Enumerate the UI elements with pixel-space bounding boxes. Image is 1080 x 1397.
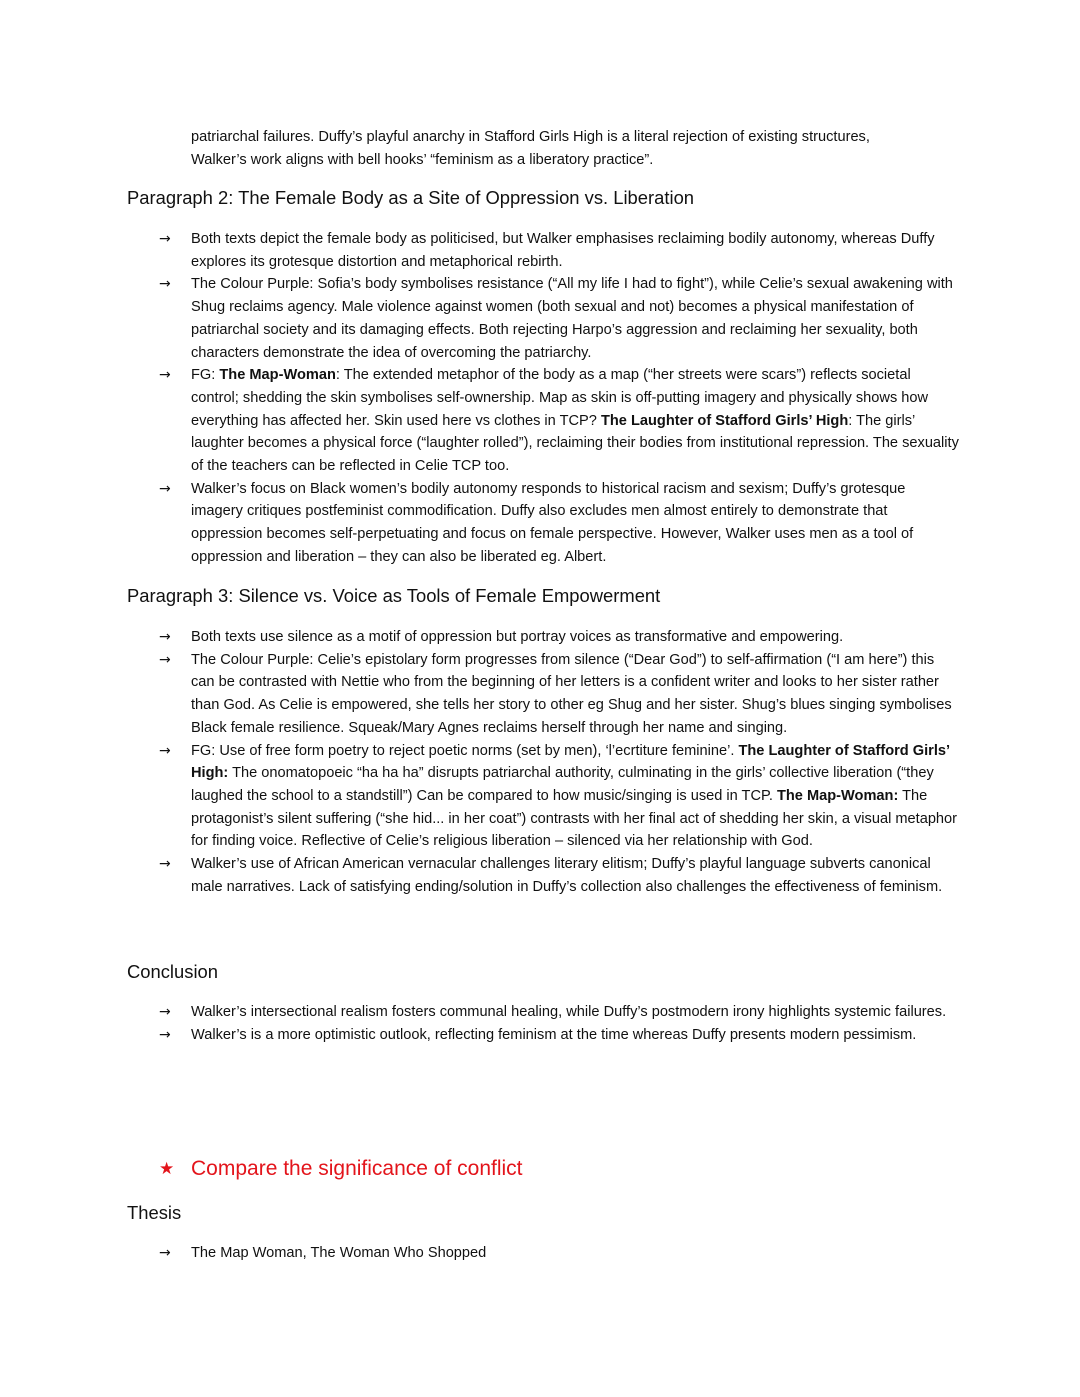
thesis-list (0, 1242, 1080, 1265)
poem-title: The Laughter of Stafford Girls’ High (600, 412, 849, 429)
arrow-right-icon: → (159, 651, 171, 668)
list-item (0, 478, 961, 569)
arrow-right-icon: → (159, 231, 171, 247)
poem-title: The Map-Woman (219, 367, 336, 384)
list-item (0, 626, 961, 649)
bullet-text: Both texts depict the female body as politicised, but Walker emphasises reclaiming bodily autonomy, whereas Duffy explores its grotesque distortion and metaphorical rebirth. (191, 231, 935, 270)
arrow-right-icon: → (159, 1004, 171, 1020)
conclusion-heading: Conclusion (127, 961, 218, 982)
question-heading (159, 1155, 523, 1183)
arrow-right-icon: → (159, 856, 171, 873)
intro-line-1: patriarchal failures. Duffy’s playful anarchy in Stafford Girls High is a literal rejection of existing structures, (191, 129, 870, 145)
list-item (0, 273, 961, 364)
arrow-right-icon: → (159, 629, 171, 645)
bullet-text: Walker’s use of African American vernacular challenges literary elitism; Duffy’s playful language subverts canonical male narratives. Lack of satisfying ending/solution in Duffy’s collection also challenges the effectiveness of feminism. (191, 856, 943, 895)
bullet-text: The protagonist’s silent suffering (“she hid... in her coat”) contrasts with her final act of shedding her skin, a visual metaphor for finding voice. Reflective of Celie’s religious liberation – silenced via her relationship with God. (191, 787, 958, 850)
arrow-right-icon: → (159, 276, 171, 293)
list-item (0, 228, 961, 273)
list-item (0, 1242, 961, 1265)
bullet-text: The onomatopoeic “ha ha ha” disrupts patriarchal authority, culminating in the girls’ collective liberation (“they laughed the school to a standstill”) Can be compared to how music/singing is used in TCP. (191, 765, 934, 804)
arrow-right-icon: → (159, 1026, 171, 1043)
conclusion-list (0, 1001, 1080, 1046)
arrow-right-icon: → (159, 367, 171, 384)
bullet-text: The Map Woman, The Woman Who Shopped (191, 1245, 487, 1261)
intro-paragraph (191, 126, 961, 171)
bullet-text: : The extended metaphor of the body as a map (“her streets were scars”) reflects societal control; shedding the skin symbolises self-ownership. Map as skin is off-putting imagery and physically shows how everything has affected her. Skin used here vs clothes in TCP? (191, 367, 929, 429)
arrow-right-icon: → (159, 742, 171, 759)
poem-title: The Laughter of Stafford Girls’ High: (191, 742, 950, 782)
paragraph-3-heading: Paragraph 3: Silence vs. Voice as Tools of Female Empowerment (127, 585, 661, 606)
list-item (0, 853, 961, 898)
arrow-right-icon: → (159, 1245, 171, 1261)
bullet-text: Walker’s focus on Black women’s bodily autonomy responds to historical racism and sexism; Duffy’s grotesque imagery critiques postfeminist commodification. Duffy also excludes men almost entirely to demonstrate that oppression becomes self-perpetuating and focus on female perspective. However, Walker uses men as a tool of oppression and liberation – they can also be liberated eg. Albert. (191, 480, 914, 565)
bullet-text: The Colour Purple: Sofia’s body symbolises resistance (“All my life I had to fight”), while Celie’s sexual awakening with Shug reclaims agency. Male violence against women (both sexual and not) becomes a physical manifestation of patriarchal society and its damaging effects. Both rejecting Harpo’s aggression and reclaiming her sexuality, both characters demonstrate the idea of overcoming the patriarchy. (191, 276, 953, 361)
paragraph-3-list (0, 626, 1080, 898)
thesis-heading: Thesis (127, 1202, 182, 1223)
bullet-text: Walker’s is a more optimistic outlook, reflecting feminism at the time whereas Duffy presents modern pessimism. (191, 1026, 917, 1043)
list-item (0, 740, 961, 854)
star-icon: ★ (159, 1159, 175, 1179)
bullet-text: The Colour Purple: Celie’s epistolary form progresses from silence (“Dear God”) to self-affirmation (“I am here”) this can be contrasted with Nettie who from the beginning of her letters is a confident writer and looks to her sister rather than God. As Celie is empowered, she tells her story to other eg Shug and her sister. Shug’s blues singing symbolises Black female resilience. Squeak/Mary Agnes reclaims herself through her name and singing. (191, 651, 952, 736)
paragraph-2-heading: Paragraph 2: The Female Body as a Site of Oppression vs. Liberation (127, 187, 695, 208)
intro-line-2: Walker’s work aligns with bell hooks’ “feminism as a liberatory practice”. (191, 151, 654, 168)
poem-title: The Map-Woman: (776, 787, 899, 804)
list-item (0, 649, 961, 740)
list-item (0, 364, 961, 478)
paragraph-2-list (0, 228, 1080, 569)
bullet-text: Walker’s intersectional realism fosters communal healing, while Duffy’s postmodern irony highlights systemic failures. (191, 1004, 947, 1020)
bullet-text: FG: Use of free form poetry to reject poetic norms (set by men), ‘l’ecrtiture feminine’. (191, 742, 739, 759)
bullet-text: FG: (191, 367, 220, 384)
list-item (0, 1001, 961, 1024)
arrow-right-icon: → (159, 480, 171, 497)
bullet-text: : The girls’ laughter becomes a physical force (“laughter rolled”), reclaiming their bodies from institutional repression. The sexuality of the teachers can be reflected in Celie TCP too. (191, 412, 959, 475)
bullet-text: Both texts use silence as a motif of oppression but portray voices as transformative and empowering. (191, 629, 844, 645)
question-title: Compare the significance of conflict (191, 1157, 523, 1180)
list-item (0, 1024, 961, 1047)
